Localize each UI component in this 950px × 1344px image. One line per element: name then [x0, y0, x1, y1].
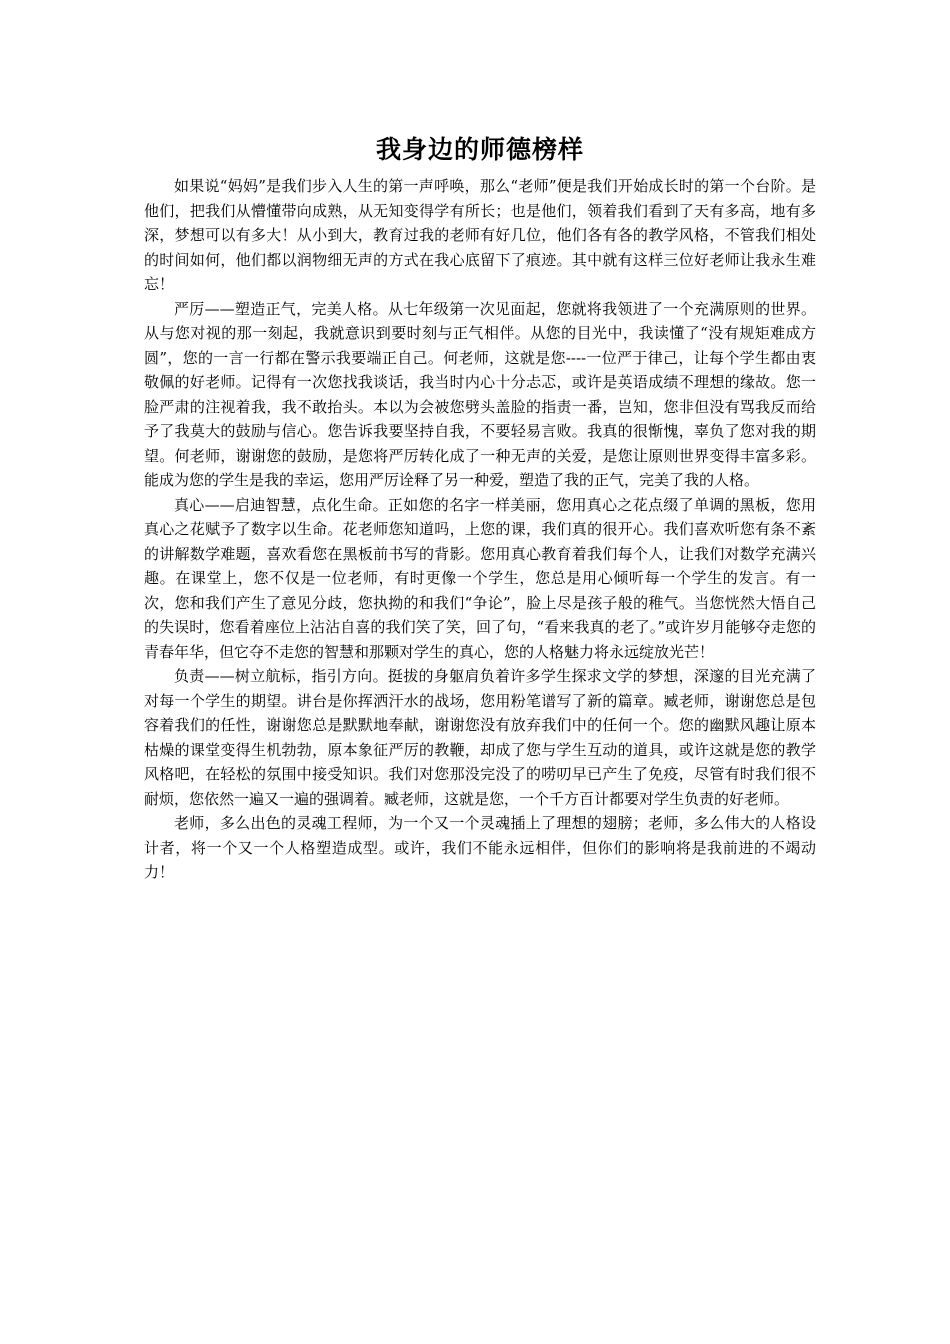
paragraph-strict: 严厉——塑造正气，完美人格。从七年级第一次见面起，您就将我领进了一个充满原则的世界。从与您对视的那一刻起，我就意识到要时刻与正气相伴。从您的目光中，我读懂了“没有规矩难成方圆”，您的一言一行都在警示我要端正自己。何老师，这就是您----一位严于律己，让每个学生都由衷敬佩的好老师。记得有一次您找我谈话，我当时内心十分忐忑，或许是英语成绩不理想的缘故。您一脸严肃的注视着我，我不敢抬头。本以为会被您劈头盖脸的指责一番，岂知，您非但没有骂我反而给予了我莫大的鼓励与信心。您告诉我要坚持自我，不要轻易言败。我真的很惭愧，辜负了您对我的期望。何老师，谢谢您的鼓励，是您将严厉转化成了一种无声的关爱，是您让原则世界变得丰富多彩。能成为您的学生是我的幸运，您用严厉诠释了另一种爱，塑造了我的正气，完美了我的人格。	[144, 299, 816, 489]
paragraph-intro: 如果说“妈妈”是我们步入人生的第一声呼唤，那么“老师”便是我们开始成长时的第一个台阶。是他们，把我们从懵懂带向成熟，从无知变得学有所长；也是他们，领着我们看到了天有多高，地有多深，梦想可以有多大！从小到大，教育过我的老师有好几位，他们各有各的教学风格，不管我们相处的时间如何，他们都以润物细无声的方式在我心底留下了痕迹。其中就有这样三位好老师让我永生难忘！	[144, 177, 816, 293]
paragraph-sincere: 真心——启迪智慧，点化生命。正如您的名字一样美丽，您用真心之花点缀了单调的黑板，您用真心之花赋予了数字以生命。花老师您知道吗，上您的课，我们真的很开心。我们喜欢听您有条不紊的讲解数学难题，喜欢看您在黑板前书写的背影。您用真心教育着我们每个人，让我们对数学充满兴趣。在课堂上，您不仅是一位老师，有时更像一个学生，您总是用心倾听每一个学生的发言。有一次，您和我们产生了意见分歧，您执拗的和我们“争论”，脸上尽是孩子般的稚气。当您恍然大悟自己的失误时，您看着座位上沾沾自喜的我们笑了笑，回了句，“看来我真的老了。”或许岁月能够夺走您的青春年华，但它夺不走您的智慧和那颗对学生的真心，您的人格魅力将永远绽放光芒！	[144, 495, 816, 661]
document-page	[144, 130, 816, 885]
paragraph-responsible: 负责——树立航标，指引方向。挺拔的身躯肩负着许多学生探求文学的梦想，深邃的目光充满了对每一个学生的期望。讲台是你挥洒汗水的战场，您用粉笔谱写了新的篇章。臧老师，谢谢您总是包容着我们的任性，谢谢您总是默默地奉献，谢谢您没有放弃我们中的任何一个。您的幽默风趣让原本枯燥的课堂变得生机勃勃，原本象征严厉的教鞭，却成了您与学生互动的道具，或许这就是您的教学风格吧，在轻松的氛围中接受知识。我们对您那没完没了的唠叨早已产生了免疫，尽管有时我们很不耐烦，您依然一遍又一遍的强调着。臧老师，这就是您，一个千方百计都要对学生负责的好老师。	[144, 667, 816, 808]
paragraph-conclusion: 老师，多么出色的灵魂工程师，为一个又一个灵魂插上了理想的翅膀；老师，多么伟大的人格设计者，将一个又一个人格塑造成型。或许，我们不能永远相伴，但你们的影响将是我前进的不竭动力！	[144, 814, 816, 881]
document-title: 我身边的师德榜样	[375, 135, 584, 164]
